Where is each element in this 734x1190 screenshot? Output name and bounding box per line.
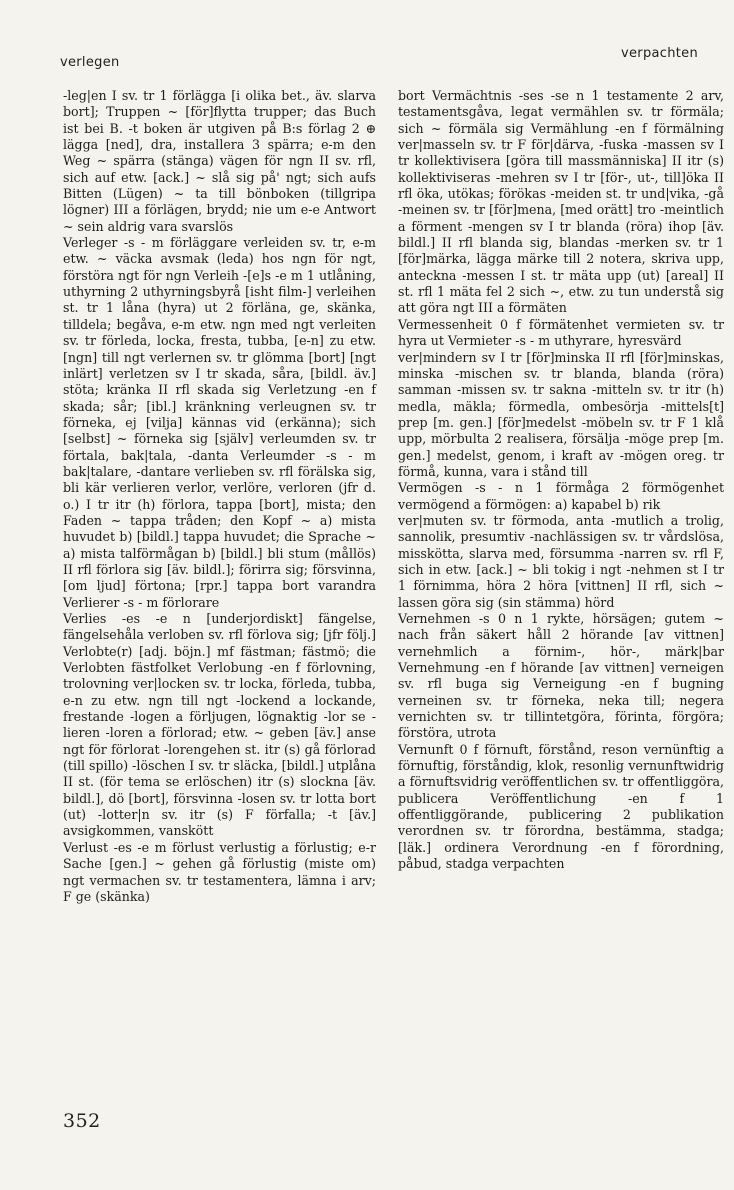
right-column [398,88,724,873]
entry-block: Vernehmen -s 0 n 1 rykte, hörsägen; gutem ~ nach från säkert håll 2 hörande [av vittnen] vernehmlich a förnim-, hör-, märk|bar Vernehmung -en f hörande [av vittnen] verneigen sv. rfl buga sig Verneigung -en f bugning verneinen sv. tr förneka, neka till; negera vernichten sv. tr tillintetgöra, förinta, förgöra; förstöra, utrota [398,611,724,741]
running-head-left: verlegen [60,55,120,70]
running-head-right: verpachten [621,46,698,61]
entry-block: Vermessenheit 0 f förmätenhet vermieten sv. tr hyra ut Vermieter -s - m uthyrare, hyresvärd [398,316,724,349]
entry-block: ver|muten sv. tr förmoda, anta -mutlich a trolig, sannolik, presumtiv -nachlässigen sv. tr vårdslösa, misskötta, slarva med, försumma -narren sv. rfl F, sich in etw. [ack.] ~ bli tokig i ngt -nehmen st I tr 1 förnimma, höra 2 höra [vittnen] II rfl, sich ~ lassen göra sig (sin stämma) hörd [398,512,724,610]
page-number: 352 [63,1110,101,1132]
entry-block: Vernunft 0 f förnuft, förstånd, reson vernünftig a förnuftig, förståndig, klok, resonlig vernunftwidrig a förnuftsvidrig veröffentlichen sv. tr offentliggöra, publicera Veröffentlichung -en f 1 offentliggörande, publicering 2 publikation verordnen sv. tr förordna, bestämma, stadga; [läk.] ordinera Verordnung -en f förordning, påbud, stadga verpachten [398,741,724,872]
entry-block: Vermögen -s - n 1 förmåga 2 förmögenhet vermögend a förmögen: a) kapabel b) rik [398,480,724,512]
entry-block: Verlust -es -e m förlust verlustig a förlustig; e-r Sache [gen.] ~ gehen gå förlustig (miste om) ngt vermachen sv. tr testamentera, lämna i arv; F ge (skänka) [63,839,376,904]
entry-block: -leg|en I sv. tr 1 förlägga [i olika bet., äv. slarva bort]; Truppen ~ [för]flytta trupper; das Buch ist bei B. -t boken är utgiven på B:s förlag 2 ⊕ lägga [ned], dra, installera 3 spärra; e-m den Weg ~ spärra (stänga) vägen för ngn II sv. rfl, sich auf etw. [ack.] ~ slå sig på' ngt; sich aufs Bitten (Lügen) ~ ta till bönboken (tillgripa lögner) III a förlägen, brydd; nie um e-e Antwort ~ sein aldrig vara svarslös [63,88,376,234]
entry-block: bort Vermächtnis -ses -se n 1 testamente 2 arv, testamentsgåva, legat vermählen sv. tr förmäla; sich ~ förmäla sig Vermählung -en f förmälning ver|masseln sv. tr F för|därva, -fuska -massen sv I tr kollektivisera [göra till massmänniska] II itr (s) kollektiviseras -mehren sv I tr [för-, ut-, till]öka II rfl öka, utökas; förökas -meiden st. tr und|vika, -gå -meinen sv. tr [för]mena, [med orätt] tro -meintlich a förment -mengen sv I tr blanda (röra) ihop [äv. bildl.] II rfl blanda sig, blandas -merken sv. tr 1 [för]märka, lägga märke till 2 notera, skriva upp, anteckna -messen I st. tr mäta upp (ut) [areal] II st. rfl 1 mäta fel 2 sich ~, etw. zu tun understå sig att göra ngt III a förmäten [398,88,724,316]
entry-block: Verlies -es -e n [underjordiskt] fängelse, fängelsehåla verloben sv. rfl förlova sig; [jfr följ.] Verlobte(r) [adj. böjn.] mf fästman; fästmö; die Verlobten fästfolket Verlobung -en f förlovning, trolovning ver|locken sv. tr locka, förleda, tubba, e-n zu etw. ngn till ngt -lockend a lockande, frestande -logen a förljugen, lögnaktig -lor se -lieren -loren a förlorad; etw. ~ geben [äv.] anse ngt för förlorat -lorengehen st. itr (s) gå förlorad (till spillo) -löschen I sv. tr släcka, [bildl.] utplåna II st. (för tema se erlöschen) itr (s) slockna [äv. bildl.], dö [bort], försvinna -losen sv. tr lotta bort (ut) -lotter|n sv. itr (s) F förfalla; -t [äv.] avsigkommen, vanskött [63,611,377,839]
left-column [63,88,376,905]
entry-block: Verleger -s - m förläggare verleiden sv. tr, e-m etw. ~ väcka avsmak (leda) hos ngn för ngt, förstöra ngt för ngn Verleih -[e]s -e m 1 utlåning, uthyrning 2 uthyrningsbyrå [isht film-] verleihen st. tr 1 låna (hyra) ut 2 förläna, ge, skänka, tilldela; begåva, e-m etw. ngn med ngt verleiten sv. tr förleda, locka, fresta, tubba, [e-n] zu etw. [ngn] till ngt verlernen sv. tr glömma [bort] [ngt inlärt] verletzen sv I tr skada, såra, [bildl. äv.] stöta; kränka II rfl skada sig Verletzung -en f skada; sår; [ibl.] kränkning verleugnen sv. tr förneka, ej [vilja] kännas vid (erkänna); sich [selbst] ~ förneka sig [själv] verleumden sv. tr förtala, bak|tala, -danta Verleumder -s - m bak|talare, -dantare verlieben sv. rfl förälska sig, bli kär verlieren verlor, verlöre, verloren (jfr d. o.) I tr itr (h) förlora, tappa [bort], mista; den Faden ~ tappa tråden; den Kopf ~ a) mista huvudet b) [bildl.] tappa huvudet; die Sprache ~ a) mista talförmågan b) [bildl.] bli stum (mållös) II rfl förlora sig [äv. bildl.]; förirra sig; försvinna, [om ljud] förtona; [rpr.] tappa bort varandra Verlierer -s - m förlorare [63,235,376,610]
entry-block: ver|mindern sv I tr [för]minska II rfl [för]minskas, minska -mischen sv. tr blanda, blanda (röra) samman -missen sv. tr sakna -mitteln sv. tr itr (h) medla, mäkla; förmedla, ombesörja -mittels[t] prep [m. gen.] [för]medelst -möbeln sv. tr F 1 klå upp, mörbulta 2 realisera, försälja -möge prep [m. gen.] medelst, genom, i kraft av -mögen oreg. tr förmå, kunna, vara i stånd till [398,349,724,479]
